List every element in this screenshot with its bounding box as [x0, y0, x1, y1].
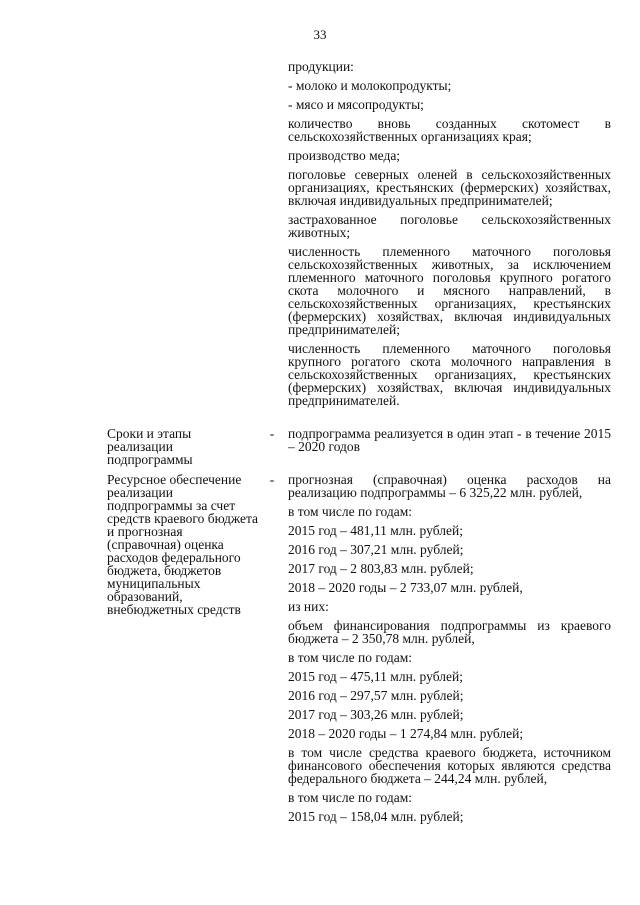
list-item: продукции: [288, 59, 354, 74]
finance-line: 2015 год – 481,11 млн. рублей; [288, 523, 463, 538]
finance-line: 2018 – 2020 годы – 1 274,84 млн. рублей; [288, 726, 524, 741]
list-item: производство меда; [288, 148, 401, 163]
finance-line: в том числе по годам: [288, 790, 413, 805]
terms-dash: - [269, 426, 275, 441]
finance-label: Ресурсное обеспечение реализации подпрограммы за счет средств краевого бюджета и прогнозная (справочная) оценка расходов федерального бюджета, бюджетов муниципальных образований, внебюджетных средств [107, 472, 259, 617]
finance-value [288, 473, 611, 829]
page-number: 33 [313, 27, 327, 42]
finance-line: 2015 год – 475,11 млн. рублей; [288, 669, 463, 684]
finance-line: в том числе по годам: [288, 650, 413, 665]
finance-line: 2017 год – 2 803,83 млн. рублей; [288, 561, 474, 576]
terms-label: Сроки и этапы реализации подпрограммы [107, 426, 193, 467]
list-item: численность племенного маточного поголовья сельскохозяйственных животных, за исключением племенного маточного поголовья крупного рогатого скота молочного и мясного направлений, в сельскохозяйственных организациях, крестьянских (фермерских) хозяйствах, включая индивидуальных предпринимателей; [288, 244, 611, 337]
list-item: количество вновь созданных скотомест в сельскохозяйственных организациях края; [288, 116, 611, 144]
finance-line: 2018 – 2020 годы – 2 733,07 млн. рублей, [288, 580, 523, 595]
finance-line: прогнозная (справочная) оценка расходов на реализацию подпрограммы – 6 325,22 млн. рублей, [288, 472, 611, 500]
indicator-list [288, 60, 611, 413]
list-item: застрахованное поголовье сельскохозяйственных животных; [288, 212, 611, 240]
list-item: поголовье северных оленей в сельскохозяйственных организациях, крестьянских (фермерских) хозяйствах, включая индивидуальных предпринимателей; [288, 167, 611, 208]
finance-line: в том числе средства краевого бюджета, источником финансового обеспечения которых являются средства федерального бюджета – 244,24 млн. рублей, [288, 745, 611, 786]
list-item: численность племенного маточного поголовья крупного рогатого скота молочного направления в сельскохозяйственных организациях, крестьянских (фермерских) хозяйствах, включая индивидуальных предпринимателей. [288, 341, 611, 408]
terms-text: подпрограмма реализуется в один этап - в течение 2015 – 2020 годов [288, 426, 611, 454]
list-item: - мясо и мясопродукты; [288, 97, 424, 112]
finance-line: 2016 год – 297,57 млн. рублей; [288, 688, 464, 703]
finance-line: из них: [288, 599, 329, 614]
finance-line: 2016 год – 307,21 млн. рублей; [288, 542, 464, 557]
finance-dash: - [269, 472, 275, 487]
finance-line: 2017 год – 303,26 млн. рублей; [288, 707, 464, 722]
finance-line: 2015 год – 158,04 млн. рублей; [288, 809, 464, 824]
finance-line: объем финансирования подпрограммы из краевого бюджета – 2 350,78 млн. рублей, [288, 618, 611, 646]
finance-line: в том числе по годам: [288, 504, 413, 519]
list-item: - молоко и молокопродукты; [288, 78, 452, 93]
terms-value [288, 427, 611, 459]
